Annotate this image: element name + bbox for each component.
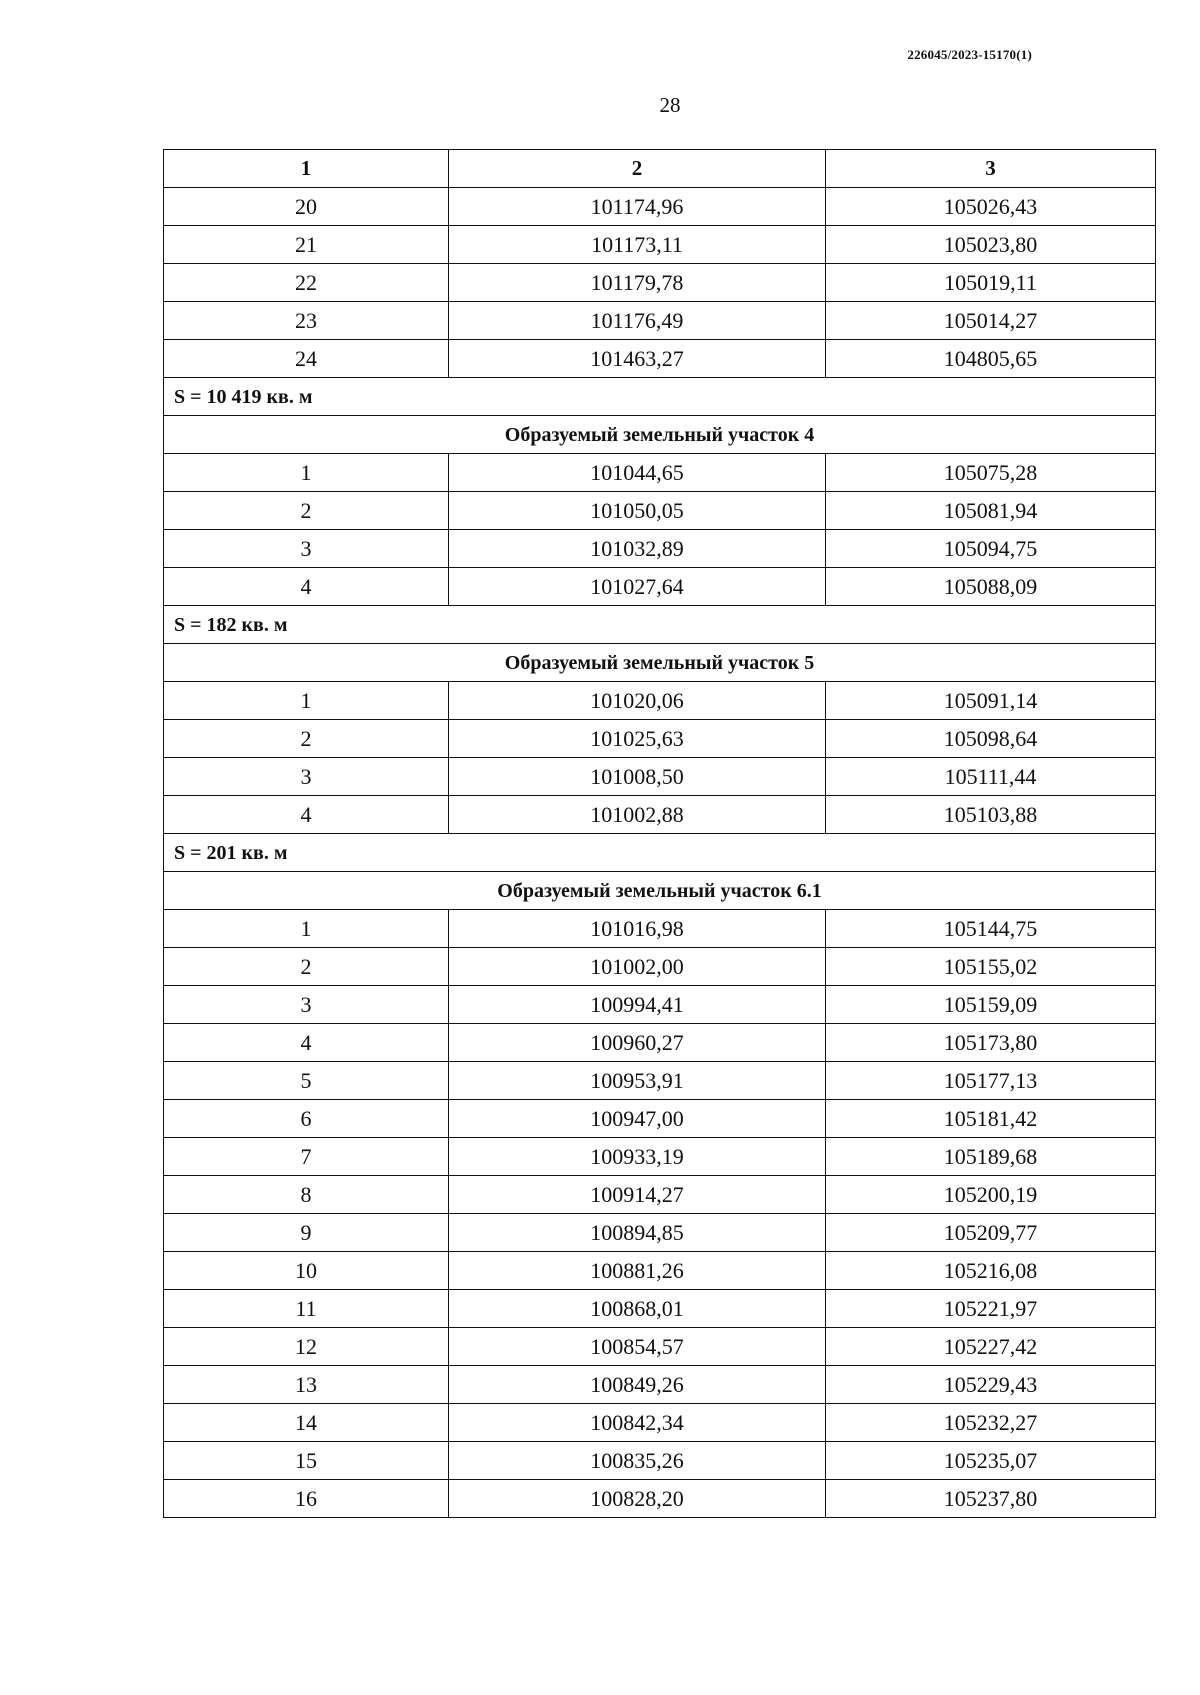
x-coordinate-cell: 100881,26 bbox=[449, 1252, 826, 1290]
table-row bbox=[164, 226, 1156, 264]
y-coordinate-cell: 105177,13 bbox=[826, 1062, 1156, 1100]
table-row bbox=[164, 1404, 1156, 1442]
point-number-cell: 4 bbox=[164, 796, 449, 834]
x-coordinate-cell: 101050,05 bbox=[449, 492, 826, 530]
point-number-cell: 8 bbox=[164, 1176, 449, 1214]
x-coordinate-cell: 101174,96 bbox=[449, 188, 826, 226]
x-coordinate-cell: 100854,57 bbox=[449, 1328, 826, 1366]
column-header-point: 1 bbox=[164, 150, 449, 188]
section-title-row bbox=[164, 872, 1156, 910]
y-coordinate-cell: 105221,97 bbox=[826, 1290, 1156, 1328]
x-coordinate-cell: 100835,26 bbox=[449, 1442, 826, 1480]
table-row bbox=[164, 1062, 1156, 1100]
section-title: Образуемый земельный участок 5 bbox=[164, 644, 1156, 682]
point-number-cell: 15 bbox=[164, 1442, 449, 1480]
x-coordinate-cell: 100914,27 bbox=[449, 1176, 826, 1214]
section-title: Образуемый земельный участок 4 bbox=[164, 416, 1156, 454]
table-row bbox=[164, 1024, 1156, 1062]
y-coordinate-cell: 104805,65 bbox=[826, 340, 1156, 378]
x-coordinate-cell: 101032,89 bbox=[449, 530, 826, 568]
x-coordinate-cell: 100868,01 bbox=[449, 1290, 826, 1328]
y-coordinate-cell: 105075,28 bbox=[826, 454, 1156, 492]
point-number-cell: 5 bbox=[164, 1062, 449, 1100]
x-coordinate-cell: 100994,41 bbox=[449, 986, 826, 1024]
table-row bbox=[164, 340, 1156, 378]
y-coordinate-cell: 105094,75 bbox=[826, 530, 1156, 568]
point-number-cell: 2 bbox=[164, 720, 449, 758]
y-coordinate-cell: 105103,88 bbox=[826, 796, 1156, 834]
table-row bbox=[164, 986, 1156, 1024]
document-id: 226045/2023-15170(1) bbox=[907, 47, 1032, 62]
x-coordinate-cell: 101044,65 bbox=[449, 454, 826, 492]
table-row bbox=[164, 910, 1156, 948]
x-coordinate-cell: 101002,00 bbox=[449, 948, 826, 986]
point-number-cell: 20 bbox=[164, 188, 449, 226]
x-coordinate-cell: 100842,34 bbox=[449, 1404, 826, 1442]
point-number-cell: 24 bbox=[164, 340, 449, 378]
section-title: Образуемый земельный участок 6.1 bbox=[164, 872, 1156, 910]
x-coordinate-cell: 101025,63 bbox=[449, 720, 826, 758]
point-number-cell: 6 bbox=[164, 1100, 449, 1138]
section-title-row bbox=[164, 644, 1156, 682]
y-coordinate-cell: 105237,80 bbox=[826, 1480, 1156, 1518]
point-number-cell: 3 bbox=[164, 530, 449, 568]
table-row bbox=[164, 188, 1156, 226]
table-row bbox=[164, 1442, 1156, 1480]
x-coordinate-cell: 100933,19 bbox=[449, 1138, 826, 1176]
table-row bbox=[164, 1290, 1156, 1328]
point-number-cell: 13 bbox=[164, 1366, 449, 1404]
point-number-cell: 11 bbox=[164, 1290, 449, 1328]
y-coordinate-cell: 105159,09 bbox=[826, 986, 1156, 1024]
y-coordinate-cell: 105200,19 bbox=[826, 1176, 1156, 1214]
point-number-cell: 14 bbox=[164, 1404, 449, 1442]
table-header-row bbox=[164, 150, 1156, 188]
y-coordinate-cell: 105216,08 bbox=[826, 1252, 1156, 1290]
y-coordinate-cell: 105181,42 bbox=[826, 1100, 1156, 1138]
table-row bbox=[164, 264, 1156, 302]
y-coordinate-cell: 105209,77 bbox=[826, 1214, 1156, 1252]
point-number-cell: 22 bbox=[164, 264, 449, 302]
point-number-cell: 10 bbox=[164, 1252, 449, 1290]
x-coordinate-cell: 100894,85 bbox=[449, 1214, 826, 1252]
point-number-cell: 1 bbox=[164, 682, 449, 720]
point-number-cell: 4 bbox=[164, 1024, 449, 1062]
table-row bbox=[164, 530, 1156, 568]
area-row bbox=[164, 834, 1156, 872]
section-title-row bbox=[164, 416, 1156, 454]
table-row bbox=[164, 568, 1156, 606]
table-row bbox=[164, 492, 1156, 530]
area-row bbox=[164, 378, 1156, 416]
column-header-y: 3 bbox=[826, 150, 1156, 188]
y-coordinate-cell: 105091,14 bbox=[826, 682, 1156, 720]
point-number-cell: 9 bbox=[164, 1214, 449, 1252]
x-coordinate-cell: 101020,06 bbox=[449, 682, 826, 720]
table-row bbox=[164, 1138, 1156, 1176]
x-coordinate-cell: 101173,11 bbox=[449, 226, 826, 264]
table-row bbox=[164, 454, 1156, 492]
table-row bbox=[164, 1100, 1156, 1138]
point-number-cell: 1 bbox=[164, 910, 449, 948]
point-number-cell: 2 bbox=[164, 492, 449, 530]
x-coordinate-cell: 100828,20 bbox=[449, 1480, 826, 1518]
y-coordinate-cell: 105019,11 bbox=[826, 264, 1156, 302]
table-row bbox=[164, 1366, 1156, 1404]
point-number-cell: 1 bbox=[164, 454, 449, 492]
x-coordinate-cell: 101002,88 bbox=[449, 796, 826, 834]
area-row bbox=[164, 606, 1156, 644]
x-coordinate-cell: 101008,50 bbox=[449, 758, 826, 796]
y-coordinate-cell: 105098,64 bbox=[826, 720, 1156, 758]
point-number-cell: 12 bbox=[164, 1328, 449, 1366]
point-number-cell: 2 bbox=[164, 948, 449, 986]
table-row bbox=[164, 758, 1156, 796]
y-coordinate-cell: 105173,80 bbox=[826, 1024, 1156, 1062]
x-coordinate-cell: 101016,98 bbox=[449, 910, 826, 948]
x-coordinate-cell: 101027,64 bbox=[449, 568, 826, 606]
x-coordinate-cell: 101463,27 bbox=[449, 340, 826, 378]
point-number-cell: 7 bbox=[164, 1138, 449, 1176]
y-coordinate-cell: 105232,27 bbox=[826, 1404, 1156, 1442]
coordinates-table-body bbox=[164, 150, 1156, 1518]
table-row bbox=[164, 302, 1156, 340]
point-number-cell: 3 bbox=[164, 986, 449, 1024]
y-coordinate-cell: 105014,27 bbox=[826, 302, 1156, 340]
point-number-cell: 23 bbox=[164, 302, 449, 340]
x-coordinate-cell: 100960,27 bbox=[449, 1024, 826, 1062]
table-row bbox=[164, 1214, 1156, 1252]
table-row bbox=[164, 1328, 1156, 1366]
x-coordinate-cell: 101176,49 bbox=[449, 302, 826, 340]
table-row bbox=[164, 682, 1156, 720]
page-number: 28 bbox=[659, 93, 681, 117]
coordinates-table bbox=[163, 149, 1156, 1518]
area-value: S = 201 кв. м bbox=[164, 834, 1156, 872]
table-row bbox=[164, 1176, 1156, 1214]
x-coordinate-cell: 100849,26 bbox=[449, 1366, 826, 1404]
point-number-cell: 16 bbox=[164, 1480, 449, 1518]
table-row bbox=[164, 948, 1156, 986]
table-row bbox=[164, 796, 1156, 834]
column-header-x: 2 bbox=[449, 150, 826, 188]
x-coordinate-cell: 100953,91 bbox=[449, 1062, 826, 1100]
y-coordinate-cell: 105155,02 bbox=[826, 948, 1156, 986]
point-number-cell: 4 bbox=[164, 568, 449, 606]
table-row bbox=[164, 720, 1156, 758]
y-coordinate-cell: 105088,09 bbox=[826, 568, 1156, 606]
table-row bbox=[164, 1480, 1156, 1518]
point-number-cell: 3 bbox=[164, 758, 449, 796]
y-coordinate-cell: 105227,42 bbox=[826, 1328, 1156, 1366]
x-coordinate-cell: 101179,78 bbox=[449, 264, 826, 302]
table-row bbox=[164, 1252, 1156, 1290]
y-coordinate-cell: 105026,43 bbox=[826, 188, 1156, 226]
y-coordinate-cell: 105081,94 bbox=[826, 492, 1156, 530]
y-coordinate-cell: 105111,44 bbox=[826, 758, 1156, 796]
x-coordinate-cell: 100947,00 bbox=[449, 1100, 826, 1138]
y-coordinate-cell: 105144,75 bbox=[826, 910, 1156, 948]
area-value: S = 10 419 кв. м bbox=[164, 378, 1156, 416]
area-value: S = 182 кв. м bbox=[164, 606, 1156, 644]
y-coordinate-cell: 105189,68 bbox=[826, 1138, 1156, 1176]
y-coordinate-cell: 105229,43 bbox=[826, 1366, 1156, 1404]
point-number-cell: 21 bbox=[164, 226, 449, 264]
y-coordinate-cell: 105235,07 bbox=[826, 1442, 1156, 1480]
y-coordinate-cell: 105023,80 bbox=[826, 226, 1156, 264]
